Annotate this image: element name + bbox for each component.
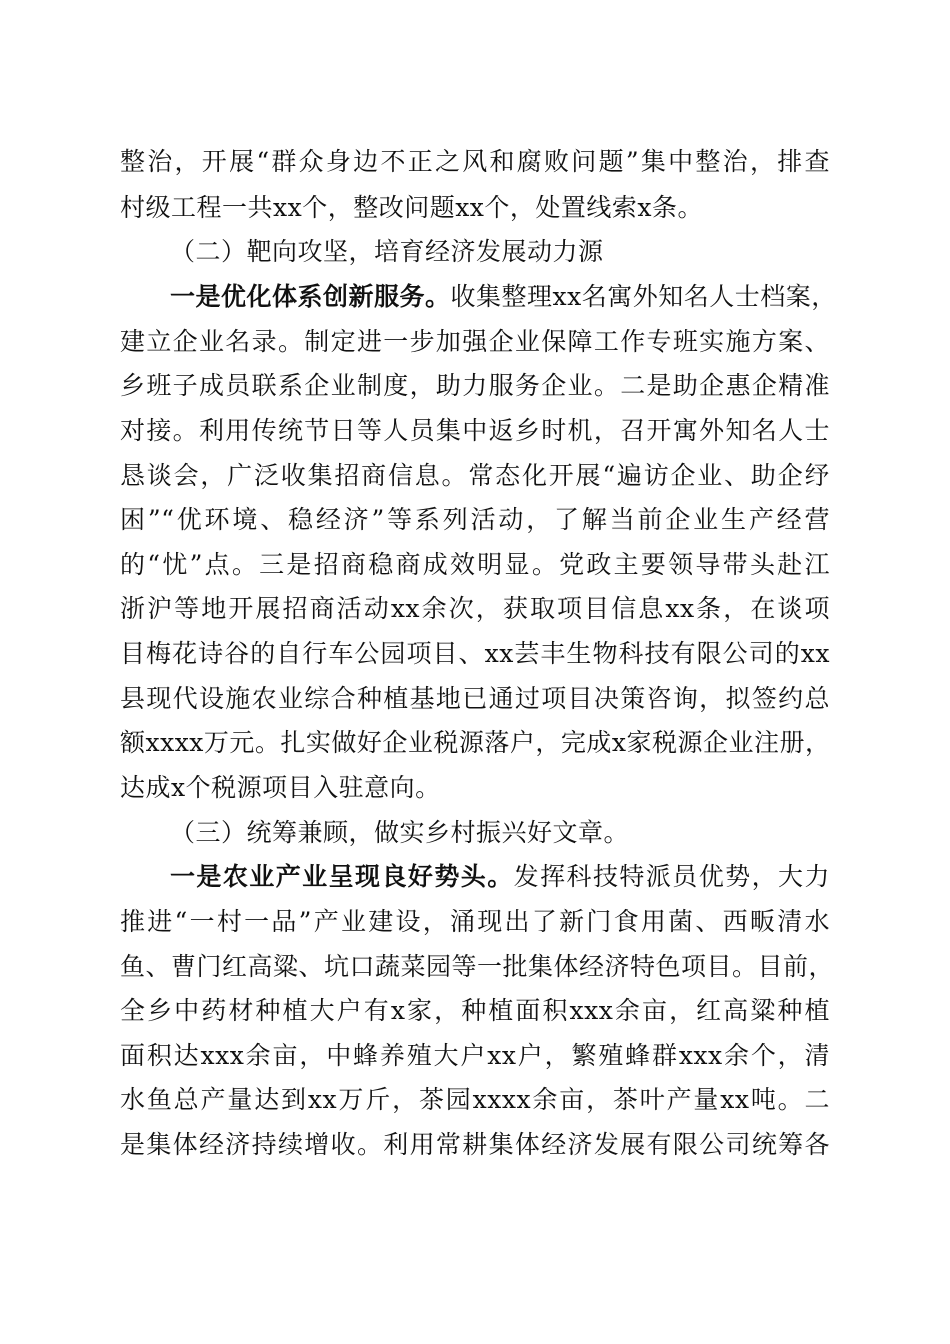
lead-phrase: 一是优化体系创新服务。 <box>170 282 451 311</box>
paragraph-line: 全乡中药材种植大户有x家，种植面积xxx余亩，红高粱种植 <box>120 996 830 1025</box>
paragraph-line: 水鱼总产量达到xx万斤，茶园xxxx余亩，茶叶产量xx吨。二 <box>120 1085 830 1114</box>
paragraph-line: 浙沪等地开展招商活动xx余次，获取项目信息xx条，在谈项 <box>120 594 830 623</box>
paragraph-line: 村级工程一共xx个，整改问题xx个，处置线索x条。 <box>120 193 703 222</box>
paragraph-first-line <box>170 275 837 319</box>
paragraph-text: 发挥科技特派员优势，大力 <box>513 862 830 891</box>
paragraph-text: 收集整理xx名寓外知名人士档案， <box>450 282 837 311</box>
paragraph-line: 困”“优环境、稳经济”等系列活动，了解当前企业生产经营 <box>120 505 830 534</box>
paragraph-first-line <box>170 855 830 899</box>
paragraph-line: 鱼、曹门红高粱、坑口蔬菜园等一批集体经济特色项目。目前， <box>120 952 835 981</box>
paragraph-line: 推进“一村一品”产业建设，涌现出了新门食用菌、西畈清水 <box>120 907 830 936</box>
paragraph-line: 达成x个税源项目入驻意向。 <box>120 773 441 802</box>
paragraph-line: 乡班子成员联系企业制度，助力服务企业。二是助企惠企精准 <box>120 371 830 400</box>
paragraph-line: 面积达xxx余亩，中蜂养殖大户xx户，繁殖蜂群xxx余个，清 <box>120 1041 830 1070</box>
section-heading-3: （三）统筹兼顾，做实乡村振兴好文章。 <box>170 818 630 847</box>
paragraph-line: 额xxxx万元。扎实做好企业税源落户，完成x家税源企业注册， <box>120 728 831 757</box>
section-heading-2: （二）靶向攻坚，培育经济发展动力源 <box>170 237 604 266</box>
paragraph-line: 对接。利用传统节日等人员集中返乡时机，召开寓外知名人士 <box>120 416 830 445</box>
paragraph-line: 县现代设施农业综合种植基地已通过项目决策咨询，拟签约总 <box>120 684 830 713</box>
paragraph-line: 整治，开展“群众身边不正之风和腐败问题”集中整治，排查 <box>120 147 830 176</box>
paragraph-line: 是集体经济持续增收。利用常耕集体经济发展有限公司统筹各 <box>120 1130 830 1159</box>
paragraph-line: 的“忧”点。三是招商稳商成效明显。党政主要领导带头赴江 <box>120 550 830 579</box>
lead-phrase: 一是农业产业呈现良好势头。 <box>170 862 514 891</box>
paragraph-line: 目梅花诗谷的自行车公园项目、xx芸丰生物科技有限公司的xx <box>120 639 830 668</box>
paragraph-line: 恳谈会，广泛收集招商信息。常态化开展“遍访企业、助企纾 <box>120 461 830 490</box>
paragraph-line: 建立企业名录。制定进一步加强企业保障工作专班实施方案、 <box>120 327 830 356</box>
